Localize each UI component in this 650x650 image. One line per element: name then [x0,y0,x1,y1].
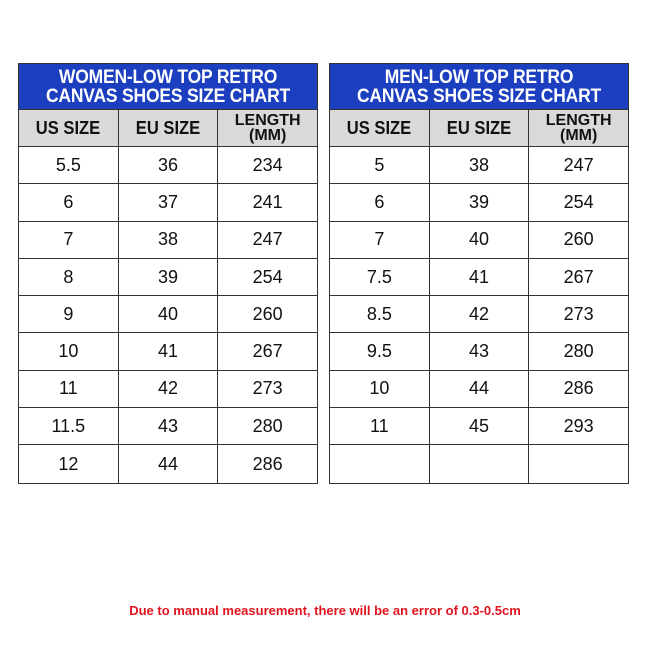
table-row [19,147,317,184]
us-size-cell: 5.5 [19,147,119,183]
men-table-title [330,64,628,110]
us-size-cell: 11 [330,408,430,444]
length-cell: 286 [563,378,594,399]
length-cell: 273 [563,303,594,324]
table-row [330,184,628,221]
table-row [19,296,317,333]
us-size-cell: 6 [330,184,430,220]
us-size-cell [330,445,430,482]
eu-size-cell: 38 [119,222,219,258]
eu-size-cell: 44 [119,445,219,482]
eu-size-cell: 44 [430,371,530,407]
measurement-error-note: Due to manual measurement, there will be an error of 0.3-0.5cm [129,603,521,618]
length-cell: 234 [252,154,283,175]
us-size-cell: 10 [330,371,430,407]
length-cell: 260 [252,303,283,324]
length-cell: 293 [563,415,594,436]
eu-size-cell: 41 [119,333,219,369]
us-size-cell: 11.5 [19,408,119,444]
us-size-cell: 5 [330,147,430,183]
length-cell [529,445,628,482]
table-row [19,371,317,408]
length-cell: 286 [252,453,283,474]
table-row [19,408,317,445]
eu-size-cell: 43 [119,408,219,444]
women-table-title [19,64,317,110]
eu-size-cell: 41 [430,259,530,295]
us-size-cell: 11 [19,371,119,407]
eu-size-cell: 37 [119,184,219,220]
eu-size-cell: 39 [119,259,219,295]
women-title-line2: CANVAS SHOES SIZE CHART [45,85,291,107]
length-cell: 267 [563,266,594,287]
length-cell: 241 [252,191,283,212]
length-cell: 273 [252,378,283,399]
eu-size-cell: 45 [430,408,530,444]
length-cell: 280 [563,341,594,362]
us-size-cell: 8.5 [330,296,430,332]
table-row [330,259,628,296]
us-size-cell: 8 [19,259,119,295]
table-row [19,445,317,482]
eu-size-cell: 36 [119,147,219,183]
table-row [330,147,628,184]
women-title-line1: WOMEN-LOW TOP RETRO [58,66,278,88]
women-size-table [18,63,318,484]
table-row [19,259,317,296]
length-cell: 247 [563,154,594,175]
women-header-eu-size: EU SIZE [119,110,219,146]
table-row [19,222,317,259]
women-header-us-size: US SIZE [19,110,119,146]
length-cell: 267 [252,341,283,362]
table-row [330,445,628,482]
women-table-body [19,147,317,483]
us-size-cell: 7 [330,222,430,258]
table-row [330,333,628,370]
men-header-eu-size: EU SIZE [430,110,530,146]
table-row [330,408,628,445]
eu-size-cell [430,445,530,482]
us-size-cell: 9.5 [330,333,430,369]
length-cell: 254 [252,266,283,287]
eu-size-cell: 40 [119,296,219,332]
us-size-cell: 12 [19,445,119,482]
eu-size-cell: 38 [430,147,530,183]
length-cell: 260 [563,229,594,250]
men-title-line2: CANVAS SHOES SIZE CHART [356,85,602,107]
table-row [330,222,628,259]
women-header-row [19,110,317,147]
table-row [19,184,317,221]
length-cell: 254 [563,191,594,212]
length-cell: 247 [252,229,283,250]
men-size-table [329,63,629,484]
eu-size-cell: 42 [119,371,219,407]
table-row [19,333,317,370]
men-table-body [330,147,628,483]
men-header-row [330,110,628,147]
men-header-length: LENGTH (MM) [545,112,612,144]
women-header-length: LENGTH (MM) [234,112,301,144]
eu-size-cell: 39 [430,184,530,220]
us-size-cell: 10 [19,333,119,369]
table-row [330,296,628,333]
men-title-line1: MEN-LOW TOP RETRO [384,66,574,88]
length-cell: 280 [252,415,283,436]
us-size-cell: 9 [19,296,119,332]
us-size-cell: 7 [19,222,119,258]
eu-size-cell: 40 [430,222,530,258]
us-size-cell: 6 [19,184,119,220]
us-size-cell: 7.5 [330,259,430,295]
eu-size-cell: 42 [430,296,530,332]
table-row [330,371,628,408]
men-header-us-size: US SIZE [330,110,430,146]
eu-size-cell: 43 [430,333,530,369]
